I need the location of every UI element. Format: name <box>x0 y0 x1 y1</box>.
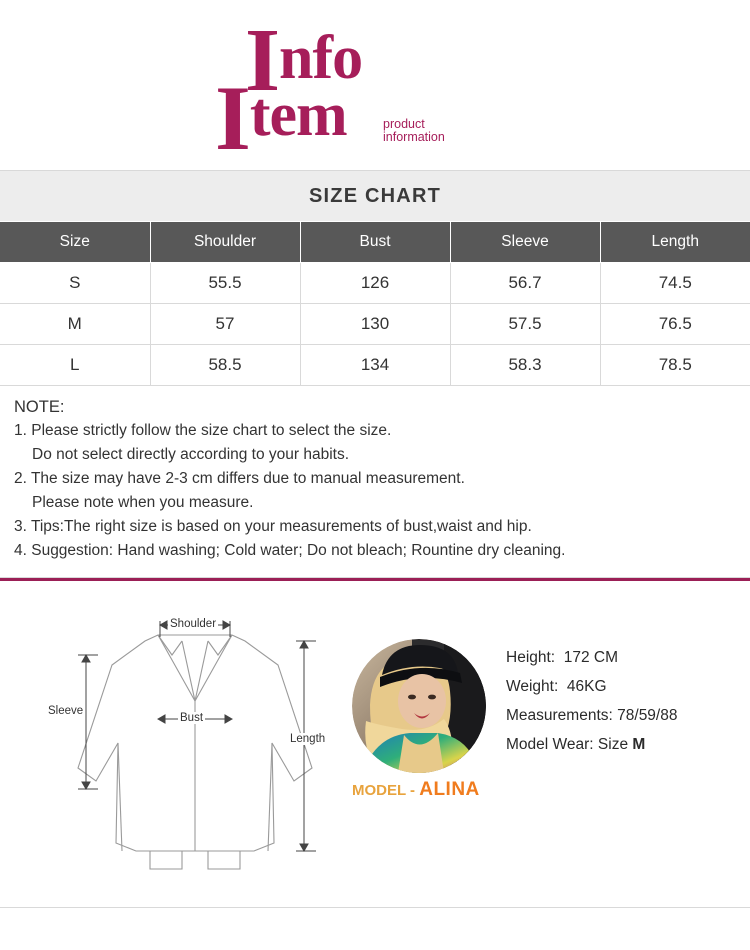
cell-shoulder: 58.5 <box>150 345 300 386</box>
logo-info-cap: I <box>245 11 280 110</box>
column-header-sleeve: Sleeve <box>450 222 600 263</box>
note-line: 3. Tips:The right size is based on your measurements of bust,waist and hip. <box>14 518 532 535</box>
note-line: 4. Suggestion: Hand washing; Cold water; Do not bleach; Rountine dry cleaning. <box>14 542 566 559</box>
cell-sleeve: 56.7 <box>450 263 600 304</box>
cell-length: 74.5 <box>600 263 750 304</box>
model-photo-art <box>352 639 486 773</box>
logo-info-rest: nfo <box>279 24 363 92</box>
note-line: Please note when you measure. <box>32 494 254 511</box>
logo-subtitle-line1: product <box>383 117 425 131</box>
spec-value-height: 172 CM <box>563 649 619 666</box>
logo-line-item <box>215 67 347 169</box>
cell-bust: 126 <box>300 263 450 304</box>
model-caption <box>352 779 480 801</box>
note-line: Do not select directly according to your habits. <box>32 446 350 463</box>
size-chart-table <box>0 222 750 385</box>
table-row <box>0 304 750 345</box>
cell-size: S <box>0 263 150 304</box>
model-name: ALINA <box>419 779 480 800</box>
logo-header <box>0 0 750 170</box>
table-row <box>0 345 750 386</box>
cell-length: 76.5 <box>600 304 750 345</box>
spec-value-model-wear-size: M <box>632 736 646 753</box>
table-header-row <box>0 222 750 263</box>
garment-diagram <box>50 593 340 873</box>
spec-label-height: Height: <box>506 649 556 666</box>
cell-length: 78.5 <box>658 355 692 374</box>
column-header-length: Length <box>600 222 750 263</box>
length-dimension-label: Length <box>290 733 326 745</box>
cell-shoulder: 57 <box>150 304 300 345</box>
sleeve-dimension-label: Sleeve <box>48 705 84 717</box>
spec-value-weight: 46KG <box>566 678 607 695</box>
cell-shoulder: 55.5 <box>150 263 300 304</box>
column-header-size: Size <box>0 222 150 263</box>
model-specs <box>506 643 742 759</box>
cell-sleeve: 57.5 <box>450 304 600 345</box>
spec-value-model-wear: Size <box>597 736 633 753</box>
note-line: 1. Please strictly follow the size chart to select the size. <box>14 422 392 439</box>
spec-row-model-wear <box>506 730 742 759</box>
cell-bust: 130 <box>300 304 450 345</box>
logo-subtitle <box>383 118 445 144</box>
note-line: 2. The size may have 2-3 cm differs due to manual measurement. <box>14 470 465 487</box>
logo-item-cap: I <box>215 67 250 169</box>
size-chart-section <box>0 170 750 386</box>
logo-item-rest: tem <box>249 81 347 149</box>
spec-row-weight <box>506 672 742 701</box>
spec-label-model-wear: Model Wear: <box>506 736 594 753</box>
note-section <box>0 386 750 578</box>
cell-size: M <box>0 304 150 345</box>
model-section <box>0 578 750 908</box>
logo-subtitle-line2: information <box>383 130 445 144</box>
size-chart-title: SIZE CHART <box>0 171 750 222</box>
spec-value-measurements: 78/59/88 <box>617 707 678 724</box>
model-caption-prefix: MODEL - <box>352 782 420 799</box>
spec-row-measurements <box>506 701 742 730</box>
column-header-bust: Bust <box>300 222 450 263</box>
spec-row-height <box>506 643 742 672</box>
cell-size: L <box>0 345 150 386</box>
bust-dimension-label: Bust <box>180 712 204 724</box>
cell-sleeve: 58.3 <box>450 345 600 386</box>
logo-wrap <box>215 11 535 169</box>
shoulder-dimension-label: Shoulder <box>170 618 217 630</box>
note-title: NOTE: <box>14 398 65 416</box>
table-row <box>0 263 750 304</box>
column-header-shoulder: Shoulder <box>150 222 300 263</box>
model-photo <box>352 639 486 773</box>
spec-label-measurements: Measurements: <box>506 707 613 724</box>
spec-label-weight: Weight: <box>506 678 559 695</box>
cell-bust: 134 <box>300 345 450 386</box>
